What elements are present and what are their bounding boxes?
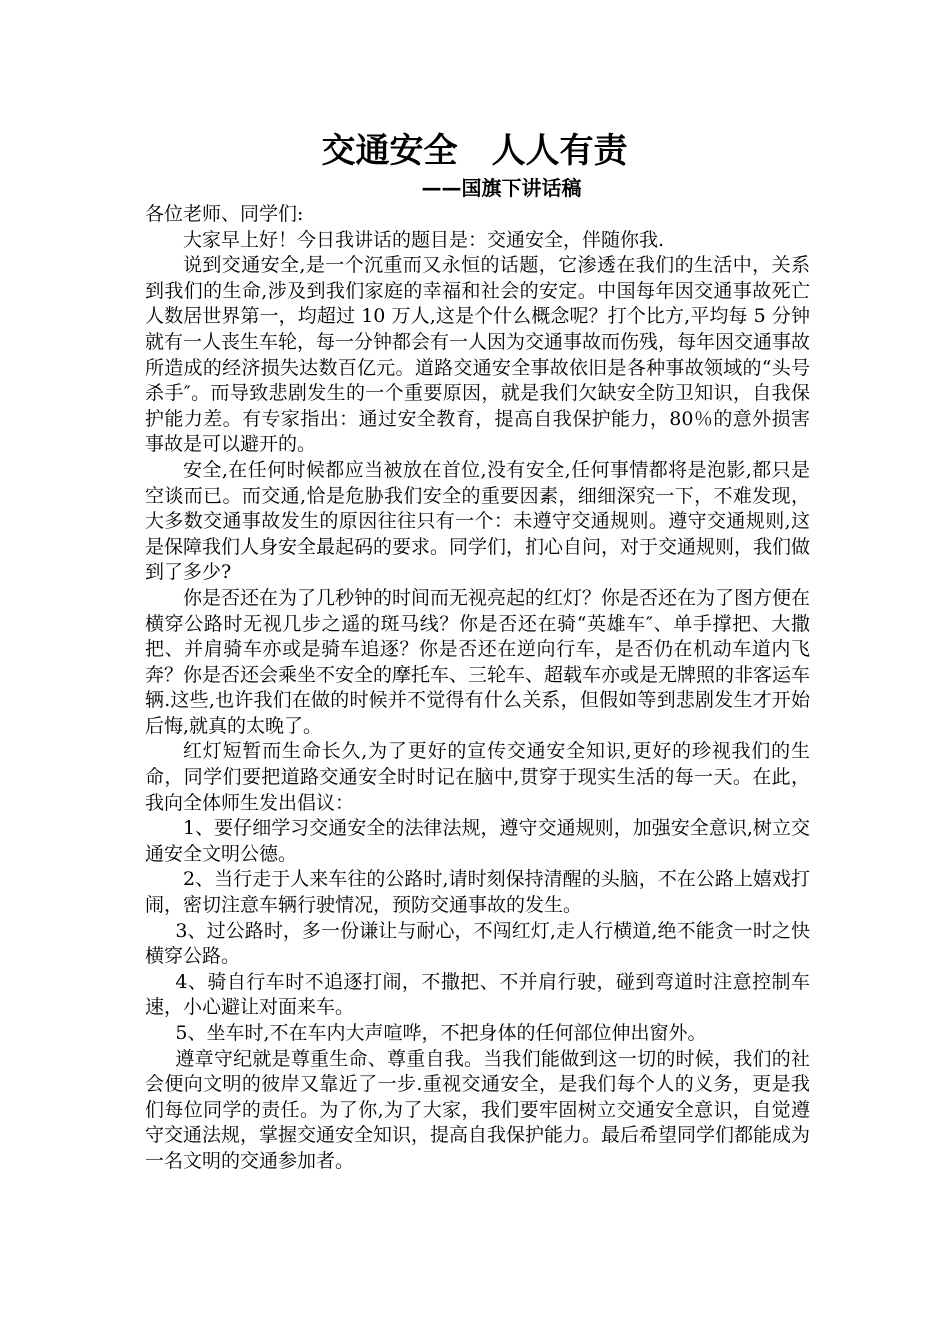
paragraph-topic-intro: 说到交通安全,是一个沉重而又永恒的话题，它渗透在我们的生活中，关系到我们的生命,涉及到我们家庭的幸福和社会的安定。中国每年因交通事故死亡人数居世界第一，均超过 10 万人,这是个什么概念呢？打个比方,平均每 5 分钟就有一人丧生车轮，每一分钟都会有一人因为交通事故而伤残，每年因交通事故所造成的经济损失达数百亿元。道路交通安全事故依旧是各种事故领域的“头号杀手″。而导致悲剧发生的一个重要原因，就是我们欠缺安全防卫知识，自我保护能力差。有专家指出：通过安全教育，提高自我保护能力，80％的意外损害事故是可以避开的。 [145, 254, 811, 456]
paragraph-questions: 你是否还在为了几秒钟的时间而无视亮起的红灯？你是否还在为了图方便在横穿公路时无视几步之遥的斑马线？你是否还在骑“英雄车″、单手撑把、大撒把、并肩骑车亦或是骑车追逐？你是否还在逆向行车，是否仍在机动车道内飞奔？你是否还会乘坐不安全的摩托车、三轮车、超载车亦或是无牌照的非客运车辆.这些,也许我们在做的时候并不觉得有什么关系，但假如等到悲剧发生才开始后悔,就真的太晚了。 [145, 586, 811, 737]
document-page [145, 128, 810, 1175]
proposal-item-5: 5、坐车时,不在车内大声喧哗，不把身体的任何部位伸出窗外。 [175, 1022, 707, 1044]
paragraph-proposal-intro: 红灯短暂而生命长久,为了更好的宣传交通安全知识,更好的珍视我们的生命，同学们要把道路交通安全时时记在脑中,贯穿于现实生活的每一天。在此，我向全体师生发出倡议： [145, 740, 810, 814]
proposal-item-2: 2、当行走于人来车往的公路时,请时刻保持清醒的头脑，不在公路上嬉戏打闹，密切注意车辆行驶情况，预防交通事故的发生。 [145, 868, 810, 917]
paragraph-opening: 大家早上好！今日我讲话的题目是：交通安全，伴随你我. [183, 228, 665, 251]
proposal-item-4: 4、骑自行车时不追逐打闹，不撒把、不并肩行驶，碰到弯道时注意控制车速，小心避让对面来车。 [145, 970, 810, 1019]
proposal-item-1: 1、要仔细学习交通安全的法律法规，遵守交通规则，加强安全意识,树立交通安全文明公德。 [145, 817, 810, 865]
greeting: 各位老师、同学们: [145, 203, 304, 225]
document-title: 交通安全 人人有责 [321, 131, 628, 171]
proposal-item-3: 3、过公路时，多一份谦让与耐心，不闯红灯,走人行横道,绝不能贪一时之快横穿公路。 [145, 919, 810, 968]
document-subtitle: ——国旗下讲话稿 [421, 176, 582, 200]
document-body [145, 202, 810, 1175]
paragraph-safety-first: 安全,在任何时候都应当被放在首位,没有安全,任何事情都将是泡影,都只是空谈而已。而交通,恰是危胁我们安全的重要因素，细细深究一下，不难发现，大多数交通事故发生的原因往往只有一个：未遵守交通规则。遵守交通规则,这是保障我们人身安全最起码的要求。同学们，扪心自问，对于交通规则，我们做到了多少? [145, 458, 811, 584]
paragraph-conclusion: 遵章守纪就是尊重生命、尊重自我。当我们能做到这一切的时候，我们的社会便向文明的彼岸又靠近了一步.重视交通安全，是我们每个人的义务，更是我们每位同学的责任。为了你,为了大家，我们要牢固树立交通安全意识，自觉遵守交通法规，掌握交通安全知识，提高自我保护能力。最后希望同学们都能成为一名文明的交通参加者。 [145, 1047, 811, 1172]
